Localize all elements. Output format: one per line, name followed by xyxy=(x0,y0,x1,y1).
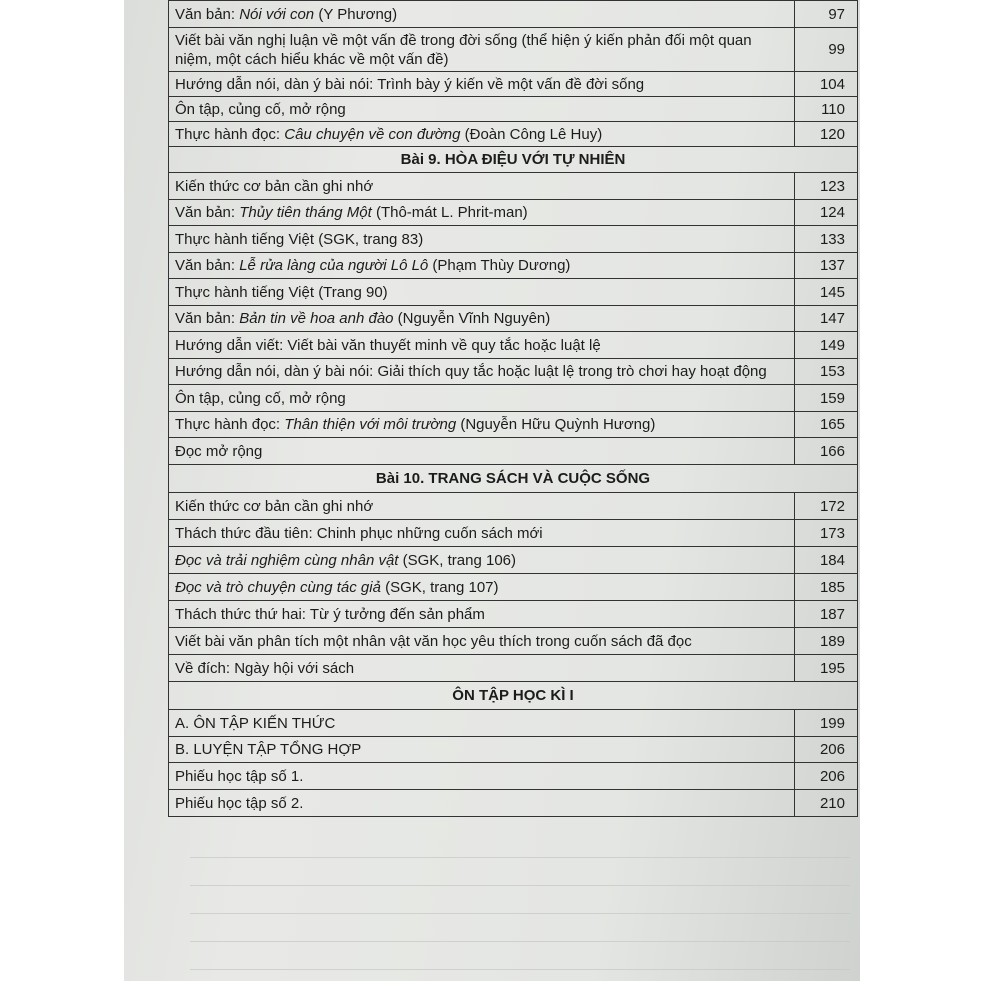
entry-label xyxy=(169,710,795,737)
toc-entry-row xyxy=(169,97,858,122)
entry-page-number: 184 xyxy=(795,547,858,574)
toc-entry-row xyxy=(169,628,858,655)
entry-page-number: 210 xyxy=(795,790,858,817)
entry-label-prefix: Hướng dẫn nói, dàn ý bài nói: Trình bày ý kiến về một vấn đề đời sống xyxy=(175,75,645,93)
section-heading-row xyxy=(169,147,858,173)
entry-label-italic: Thân thiện với môi trường xyxy=(284,416,457,433)
entry-label xyxy=(169,1,795,28)
entry-label xyxy=(169,574,795,601)
entry-label-prefix: Văn bản: xyxy=(175,257,240,274)
toc-entry-row xyxy=(169,493,858,520)
entry-label xyxy=(169,790,795,817)
entry-label-prefix: Phiếu học tập số 1. xyxy=(175,767,304,785)
toc-entry-row xyxy=(169,763,858,790)
entry-page-number: 120 xyxy=(795,122,858,147)
entry-page-number: 97 xyxy=(795,1,858,28)
entry-label xyxy=(169,72,795,97)
entry-label-prefix: Kiến thức cơ bản cần ghi nhớ xyxy=(175,177,374,195)
entry-label xyxy=(169,655,795,682)
entry-label-prefix: Thách thức thứ hai: Từ ý tưởng đến sản phẩm xyxy=(175,605,485,623)
entry-label-italic: Bản tin về hoa anh đào xyxy=(239,310,394,327)
entry-page-number: 133 xyxy=(795,226,858,253)
entry-page-number: 147 xyxy=(795,306,858,332)
entry-label-prefix: Ôn tập, củng cố, mở rộng xyxy=(175,389,346,407)
entry-page-number: 199 xyxy=(795,710,858,737)
entry-page-number: 124 xyxy=(795,200,858,226)
entry-page-number: 206 xyxy=(795,737,858,763)
entry-page-number: 153 xyxy=(795,359,858,385)
entry-label-suffix: (Y Phương) xyxy=(314,5,398,23)
toc-entry-row xyxy=(169,306,858,332)
entry-label xyxy=(169,28,795,72)
toc-entry-row xyxy=(169,710,858,737)
section-heading-row xyxy=(169,682,858,710)
entry-page-number: 137 xyxy=(795,253,858,279)
toc-entry-row xyxy=(169,412,858,438)
entry-label-prefix: Thực hành đọc: xyxy=(175,416,285,433)
toc-entry-row xyxy=(169,601,858,628)
entry-label-suffix: (SGK, trang 106) xyxy=(398,551,517,569)
entry-label xyxy=(169,412,795,438)
entry-page-number: 149 xyxy=(795,332,858,359)
entry-label xyxy=(169,173,795,200)
entry-label-italic: Đọc và trò chuyện cùng tác giả xyxy=(175,578,381,596)
toc-entry-row xyxy=(169,655,858,682)
entry-page-number: 159 xyxy=(795,385,858,412)
toc-entry-row xyxy=(169,790,858,817)
entry-label xyxy=(169,332,795,359)
entry-label-suffix: (Thô-mát L. Phrit-man) xyxy=(371,204,528,221)
entry-label-prefix: Thực hành đọc: xyxy=(175,125,285,143)
entry-label xyxy=(169,359,795,385)
section-title: Bài 10. TRANG SÁCH VÀ CUỘC SỐNG xyxy=(169,465,858,493)
entry-label-prefix: B. LUYỆN TẬP TỔNG HỢP xyxy=(175,741,362,758)
entry-label xyxy=(169,763,795,790)
toc-entry-row xyxy=(169,28,858,72)
entry-label xyxy=(169,200,795,226)
entry-label xyxy=(169,306,795,332)
bleed-through-text xyxy=(190,830,850,970)
entry-label-italic: Thủy tiên tháng Một xyxy=(239,204,372,221)
entry-label-italic: Đọc và trải nghiệm cùng nhân vật xyxy=(175,551,399,569)
entry-label-suffix: (SGK, trang 107) xyxy=(380,578,499,596)
entry-label-italic: Lễ rửa làng của người Lô Lô xyxy=(239,257,429,274)
toc-entry-row xyxy=(169,173,858,200)
entry-label-prefix: Đọc mở rộng xyxy=(175,442,263,460)
entry-page-number: 206 xyxy=(795,763,858,790)
entry-label-prefix: Hướng dẫn nói, dàn ý bài nói: Giải thích quy tắc hoặc luật lệ trong trò chơi hay hoạt động xyxy=(175,363,767,380)
section-heading-row xyxy=(169,465,858,493)
section-title: Bài 9. HÒA ĐIỆU VỚI TỰ NHIÊN xyxy=(169,147,858,173)
entry-page-number: 172 xyxy=(795,493,858,520)
entry-label xyxy=(169,253,795,279)
entry-label-suffix: (Nguyễn Hữu Quỳnh Hương) xyxy=(456,416,656,433)
entry-label-italic: Câu chuyện về con đường xyxy=(284,125,461,143)
entry-label xyxy=(169,385,795,412)
entry-page-number: 185 xyxy=(795,574,858,601)
entry-label-prefix: Về đích: Ngày hội với sách xyxy=(175,659,355,677)
entry-label-prefix: Văn bản: xyxy=(175,204,240,221)
entry-label xyxy=(169,122,795,147)
toc-entry-row xyxy=(169,253,858,279)
entry-label-prefix: Văn bản: xyxy=(175,310,240,327)
entry-page-number: 195 xyxy=(795,655,858,682)
entry-label-suffix: (Phạm Thùy Dương) xyxy=(428,257,571,274)
background-right xyxy=(860,0,981,981)
entry-page-number: 189 xyxy=(795,628,858,655)
entry-page-number: 165 xyxy=(795,412,858,438)
toc-entry-row xyxy=(169,385,858,412)
entry-label-suffix: (Đoàn Công Lê Huy) xyxy=(460,125,603,143)
toc-entry-row xyxy=(169,547,858,574)
entry-page-number: 166 xyxy=(795,438,858,465)
entry-label-prefix: Ôn tập, củng cố, mở rộng xyxy=(175,100,346,118)
toc-entry-row xyxy=(169,574,858,601)
toc-entry-row xyxy=(169,122,858,147)
entry-page-number: 123 xyxy=(795,173,858,200)
entry-label xyxy=(169,97,795,122)
entry-label-prefix: Thực hành tiếng Việt (SGK, trang 83) xyxy=(175,230,424,248)
entry-label xyxy=(169,601,795,628)
entry-label-prefix: Hướng dẫn viết: Viết bài văn thuyết minh về quy tắc hoặc luật lệ xyxy=(175,336,601,354)
entry-page-number: 145 xyxy=(795,279,858,306)
entry-label xyxy=(169,737,795,763)
entry-label-italic: Nói với con xyxy=(239,5,315,23)
entry-label-prefix: Thực hành tiếng Việt (Trang 90) xyxy=(175,283,388,301)
entry-label-prefix: Phiếu học tập số 2. xyxy=(175,794,304,812)
entry-label xyxy=(169,279,795,306)
toc-entry-row xyxy=(169,279,858,306)
toc-entry-row xyxy=(169,226,858,253)
toc-entry-row xyxy=(169,1,858,28)
toc-entry-row xyxy=(169,359,858,385)
entry-page-number: 104 xyxy=(795,72,858,97)
entry-label xyxy=(169,438,795,465)
entry-page-number: 173 xyxy=(795,520,858,547)
toc-entry-row xyxy=(169,200,858,226)
toc-entry-row xyxy=(169,332,858,359)
entry-label xyxy=(169,628,795,655)
toc-entry-row xyxy=(169,438,858,465)
entry-label-prefix: A. ÔN TẬP KIẾN THỨC xyxy=(175,714,336,732)
table-of-contents xyxy=(168,0,858,817)
entry-label-prefix: Văn bản: xyxy=(175,5,240,23)
entry-label-suffix: (Nguyễn Vĩnh Nguyên) xyxy=(393,310,551,327)
entry-label-prefix: Kiến thức cơ bản cần ghi nhớ xyxy=(175,497,374,515)
toc-entry-row xyxy=(169,72,858,97)
entry-label-prefix: Thách thức đầu tiên: Chinh phục những cuốn sách mới xyxy=(175,524,543,542)
toc-entry-row xyxy=(169,737,858,763)
entry-label-prefix: Viết bài văn nghị luận về một vấn đề trong đời sống (thể hiện ý kiến phản đối một quan niệm, một cách hiểu khác về một vấn đề) xyxy=(175,31,752,68)
entry-label-prefix: Viết bài văn phân tích một nhân vật văn học yêu thích trong cuốn sách đã đọc xyxy=(175,632,692,650)
entry-page-number: 187 xyxy=(795,601,858,628)
section-title: ÔN TẬP HỌC KÌ I xyxy=(169,682,858,710)
toc-entry-row xyxy=(169,520,858,547)
entry-page-number: 99 xyxy=(795,28,858,72)
entry-label xyxy=(169,547,795,574)
entry-page-number: 110 xyxy=(795,97,858,122)
entry-label xyxy=(169,520,795,547)
entry-label xyxy=(169,226,795,253)
entry-label xyxy=(169,493,795,520)
